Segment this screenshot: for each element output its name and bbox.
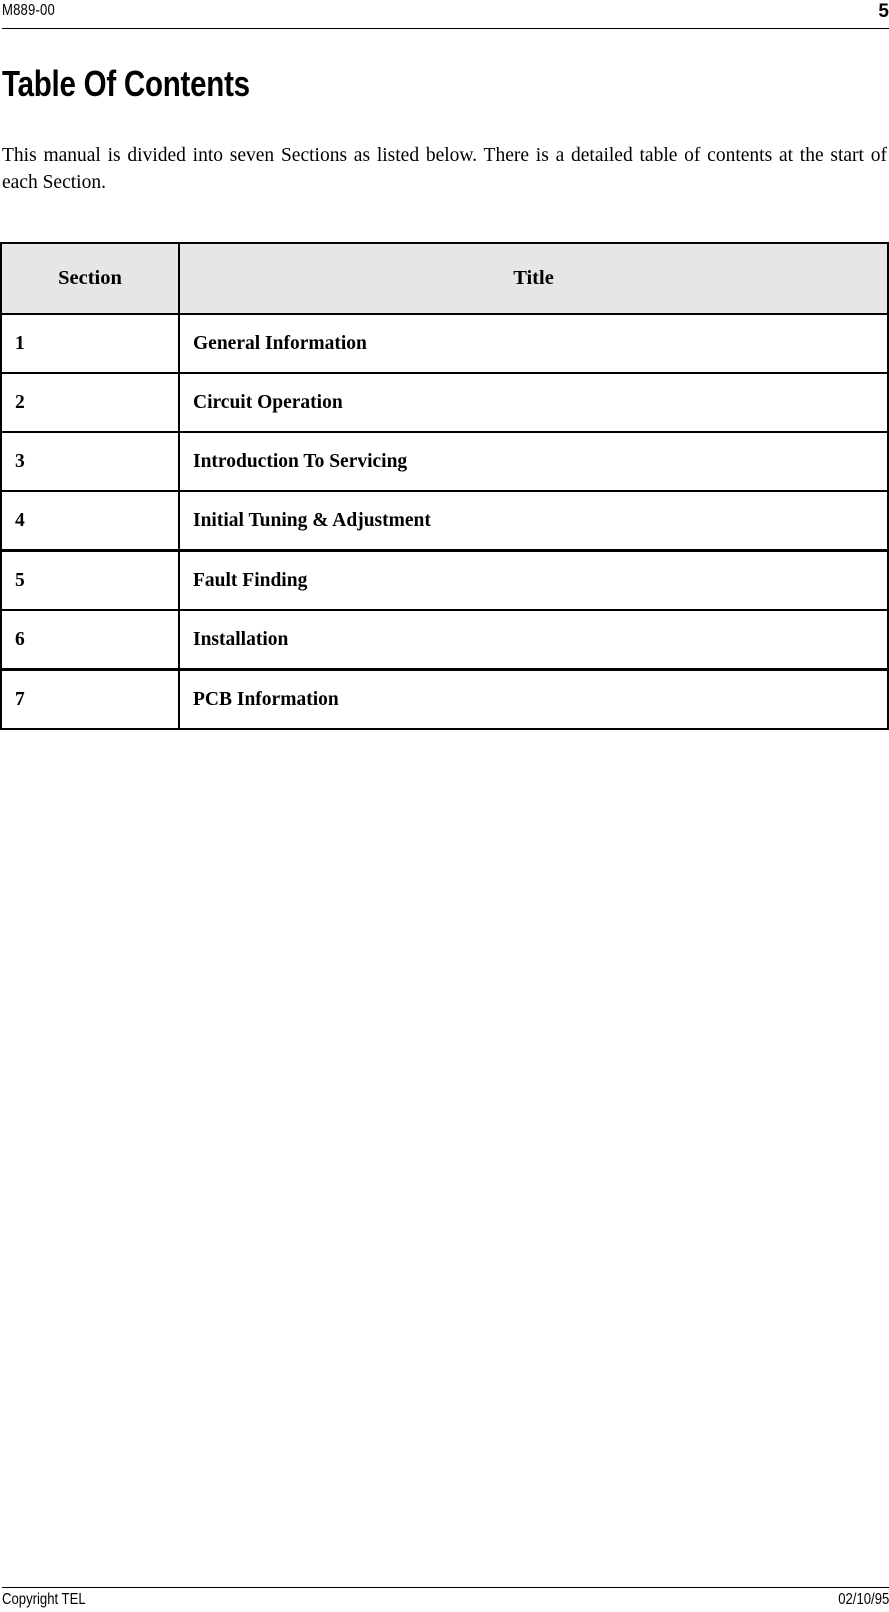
section-number: 6 <box>1 610 179 670</box>
intro-paragraph: This manual is divided into seven Sections as listed below. There is a detailed table of contents at the start of each Section. <box>2 145 887 193</box>
section-title: Fault Finding <box>179 551 888 611</box>
document-code: M889-00 <box>2 2 55 19</box>
section-title: Introduction To Servicing <box>179 432 888 491</box>
section-title: Initial Tuning & Adjustment <box>179 491 888 551</box>
table-header-row <box>1 243 888 314</box>
page-number: 5 <box>878 1 889 22</box>
page-title: Table Of Contents <box>2 63 250 104</box>
section-number: 7 <box>1 670 179 730</box>
page-header <box>2 0 889 29</box>
section-title: General Information <box>179 314 888 373</box>
table-row <box>1 314 888 373</box>
section-column-header: Section <box>1 243 179 314</box>
table-row <box>1 432 888 491</box>
contents-table <box>0 242 889 730</box>
table-row <box>1 491 888 551</box>
table-row <box>1 610 888 670</box>
copyright-text: Copyright TEL <box>2 1591 86 1608</box>
revision-date: 02/10/95 <box>837 1591 889 1608</box>
table-row <box>1 373 888 432</box>
section-title: Installation <box>179 610 888 670</box>
table-row <box>1 551 888 611</box>
section-number: 2 <box>1 373 179 432</box>
table-row <box>1 670 888 730</box>
page-footer <box>2 1587 889 1612</box>
title-column-header: Title <box>179 243 888 314</box>
section-title: PCB Information <box>179 670 888 730</box>
section-number: 5 <box>1 551 179 611</box>
section-number: 3 <box>1 432 179 491</box>
section-title: Circuit Operation <box>179 373 888 432</box>
section-number: 1 <box>1 314 179 373</box>
section-number: 4 <box>1 491 179 551</box>
